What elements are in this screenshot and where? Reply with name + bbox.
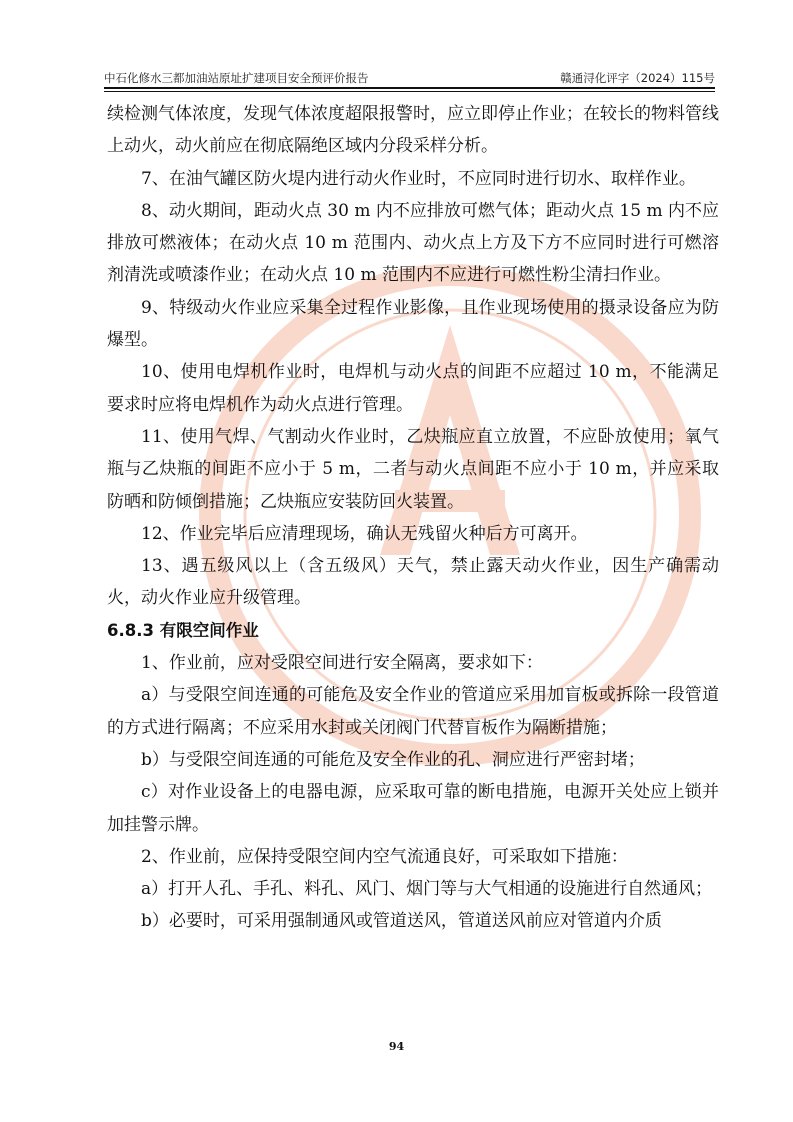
paragraph-confined-1a: a）与受限空间连通的可能危及安全作业的管道应采用加盲板或拆除一段管道的方式进行隔离；不应采用水封或关闭阀门代替盲板作为隔断措施； <box>107 685 719 738</box>
header-report-title: 中石化修水三都加油站原址扩建项目安全预评价报告 <box>104 71 369 85</box>
paragraph-item-9: 9、特级动火作业应采集全过程作业影像，且作业现场使用的摄录设备应为防爆型。 <box>107 297 719 351</box>
paragraph-item-7: 7、在油气罐区防火堤内进行动火作业时，不应同时进行切水、取样作业。 <box>141 168 696 189</box>
paragraph-confined-2b: b）必要时，可采用强制通风或管道送风，管道送风前应对管道内介质 <box>141 911 662 932</box>
paragraph-item-10: 10、使用电焊机作业时，电焊机与动火点的间距不应超过 10 m，不能满足要求时应将电焊机作为动火点进行管理。 <box>107 362 719 415</box>
paragraph-item-13: 13、遇五级风以上（含五级风）天气，禁止露天动火作业，因生产确需动火，动火作业应升级管理。 <box>107 556 719 609</box>
paragraph-confined-1b: b）与受限空间连通的可能危及安全作业的孔、洞应进行严密封堵； <box>141 749 645 770</box>
header-document-number: 赣通浔化评字（2024）115号 <box>560 71 715 85</box>
paragraph-item-12: 12、作业完毕后应清理现场，确认无残留火种后方可离开。 <box>141 523 588 544</box>
document-body <box>107 98 719 938</box>
paragraph-confined-2: 2、作业前，应保持受限空间内空气流通良好，可采取如下措施： <box>141 846 628 867</box>
page-header <box>104 68 715 88</box>
paragraph-item-11: 11、使用气焊、气割动火作业时，乙炔瓶应直立放置，不应卧放使用；氧气瓶与乙炔瓶的间距不应小于 5 m，二者与动火点间距不应小于 10 m，并应采取防晒和防倾倒措施；乙炔瓶应安装防回火装置。 <box>107 426 719 512</box>
paragraph-confined-2a: a）打开人孔、手孔、料孔、风门、烟门等与大气相通的设施进行自然通风； <box>141 879 713 900</box>
section-heading: 6.8.3 有限空间作业 <box>107 620 259 640</box>
header-rule-thin <box>104 91 715 92</box>
paragraph-item-8: 8、动火期间，距动火点 30 m 内不应排放可燃气体；距动火点 15 m 内不应排放可燃液体；在动火点 10 m 范围内、动火点上方及下方不应同时进行可燃溶剂清洗或喷漆作业；在动火点 10 m 范围内不应进行可燃性粉尘清扫作业。 <box>107 200 719 286</box>
paragraph-continuation: 续检测气体浓度，发现气体浓度超限报警时，应立即停止作业；在较长的物料管线上动火，动火前应在彻底隔绝区域内分段采样分析。 <box>107 104 719 157</box>
header-rule-thick <box>104 87 715 89</box>
paragraph-confined-1c: c）对作业设备上的电器电源，应采取可靠的断电措施，电源开关处应上锁并加挂警示牌。 <box>107 782 719 835</box>
paragraph-confined-1: 1、作业前，应对受限空间进行安全隔离，要求如下： <box>141 653 543 674</box>
page-number: 94 <box>388 1040 405 1053</box>
